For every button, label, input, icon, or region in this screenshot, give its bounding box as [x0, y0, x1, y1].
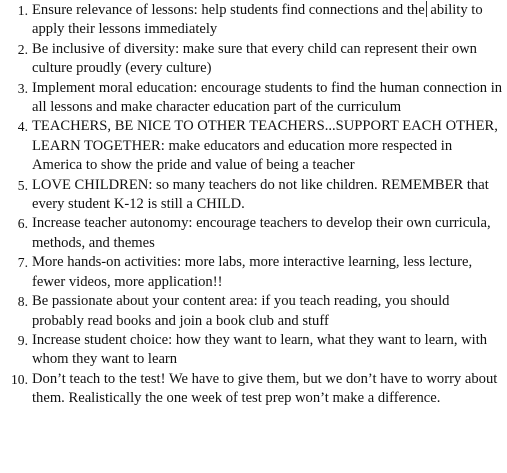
- item-text[interactable]: Increase student choice: how they want to learn, what they want to learn, with whom they want to learn: [32, 331, 488, 368]
- list-item: [0, 117, 507, 175]
- item-text[interactable]: More hands-on activities: more labs, more interactive learning, less lecture, fewer videos, more application!!: [32, 254, 473, 290]
- item-text[interactable]: Increase teacher autonomy: encourage teachers to develop their own curricula, methods, and themes: [32, 215, 491, 251]
- list-item: [0, 253, 507, 292]
- item-number: 5.: [17, 177, 28, 193]
- list-item: [0, 40, 507, 79]
- list-item: [0, 79, 507, 118]
- item-number: 3.: [17, 80, 28, 96]
- item-text[interactable]: Be inclusive of diversity: make sure that every child can represent their own culture proudly (every culture): [32, 40, 477, 77]
- text-cursor: [426, 1, 427, 17]
- item-text[interactable]: Don’t teach to the test! We have to give them, but we don’t have to worry about them. Realistically the one week of test prep won’t make a difference.: [32, 370, 498, 407]
- list-item: [0, 331, 507, 370]
- list-item: [0, 292, 507, 331]
- item-text[interactable]: TEACHERS, BE NICE TO OTHER TEACHERS...SUPPORT EACH OTHER, LEARN TOGETHER: make educators and education more respected in America to show the pride and value of being a teacher: [32, 118, 498, 174]
- list-item: [0, 214, 507, 253]
- item-number: 4.: [17, 119, 28, 135]
- item-number: 9.: [17, 332, 28, 348]
- list-item: [0, 176, 507, 215]
- item-text[interactable]: Ensure relevance of lessons: help students find connections and the ability to apply their lessons immediately: [32, 2, 483, 38]
- list-item: [0, 370, 507, 409]
- item-number: 1.: [17, 3, 28, 18]
- item-text[interactable]: Be passionate about your content area: if you teach reading, you should probably read books and join a book club and stuff: [32, 293, 450, 329]
- item-number: 7.: [17, 255, 28, 271]
- item-text[interactable]: Implement moral education: encourage students to find the human connection in all lessons and make character education part of the curriculum: [32, 79, 503, 116]
- item-number: 10.: [11, 371, 28, 387]
- item-text[interactable]: LOVE CHILDREN: so many teachers do not like children. REMEMBER that every student K-12 is still a CHILD.: [32, 176, 489, 213]
- list-item: [0, 1, 507, 40]
- item-number: 6.: [17, 216, 28, 232]
- item-number: 2.: [17, 41, 28, 57]
- item-number: 8.: [17, 294, 28, 310]
- document-body: [0, 1, 507, 409]
